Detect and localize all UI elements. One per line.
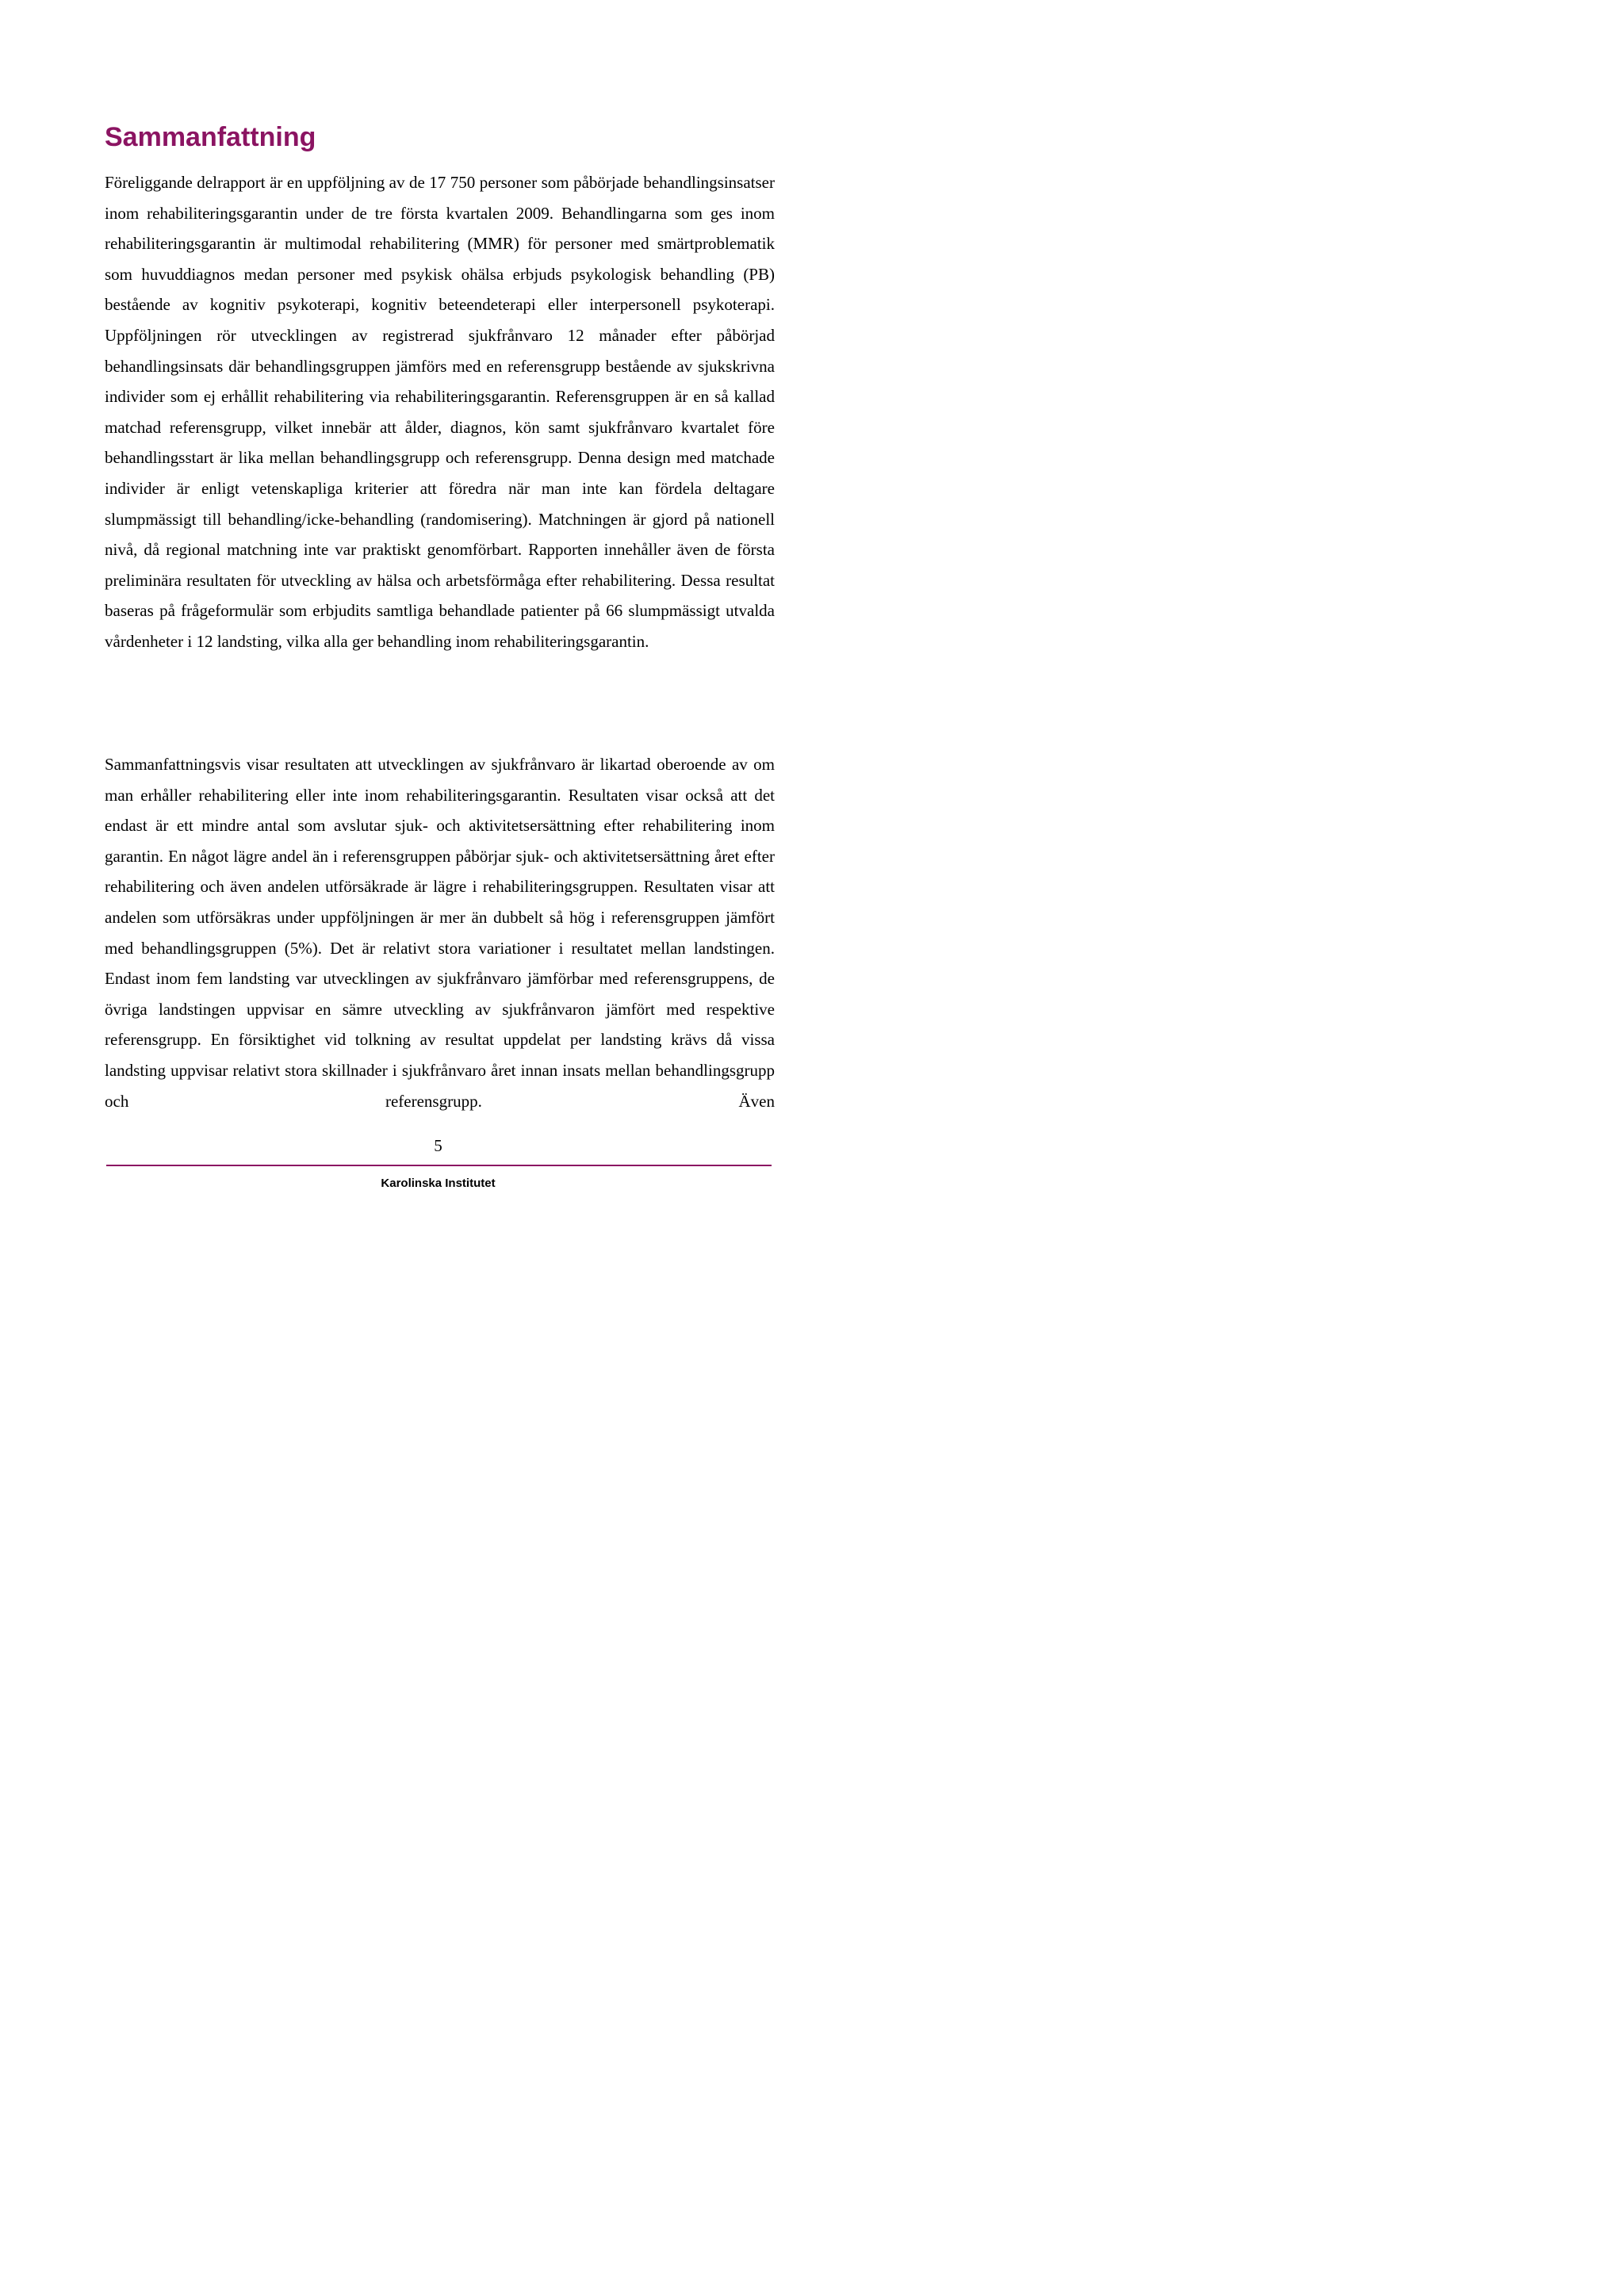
body-paragraph-2: Sammanfattningsvis visar resultaten att utvecklingen av sjukfrånvaro är likartad oberoende av om man erhåller rehabilitering eller inte inom rehabiliteringsgarantin. Resultaten visar också att det endast är ett mindre antal som avslutar sjuk- och aktivitetsersättning efter rehabilitering inom garantin. En något lägre andel än i referensgruppen påbörjar sjuk- och aktivitetsersättning året efter rehabilitering och även andelen utförsäkrade är lägre i rehabiliteringsgruppen. Resultaten visar att andelen som utförsäkras under uppföljningen är mer än dubbelt så hög i referensgruppen jämfört med behandlingsgruppen (5%). Det är relativt stora variationer i resultatet mellan landstingen. Endast inom fem landsting var utvecklingen av sjukfrånvaro jämförbar med referensgruppens, de övriga landstingen uppvisar en sämre utveckling av sjukfrånvaron jämfört med respektive referensgrupp. En försiktighet vid tolkning av resultat uppdelat per landsting krävs då vissa landsting uppvisar relativt stora skillnader i sjukfrånvaro året innan insats mellan behandlingsgrupp och referensgrupp. Även [105, 755, 775, 1111]
document-page [0, 0, 876, 1238]
page-number: 5 [434, 1136, 442, 1155]
footer-institution: Karolinska Institutet [381, 1177, 496, 1190]
body-paragraph-1: Föreliggande delrapport är en uppföljning av de 17 750 personer som påbörjade behandlingsinsatser inom rehabiliteringsgarantin under de tre första kvartalen 2009. Behandlingarna som ges inom rehabiliteringsgarantin är multimodal rehabilitering (MMR) för personer med smärtproblematik som huvuddiagnos medan personer med psykisk ohälsa erbjuds psykologisk behandling (PB) bestående av kognitiv psykoterapi, kognitiv beteendeterapi eller interpersonell psykoterapi. Uppföljningen rör utvecklingen av registrerad sjukfrånvaro 12 månader efter påbörjad behandlingsinsats där behandlingsgruppen jämförs med en referensgrupp bestående av sjukskrivna individer som ej erhållit rehabilitering via rehabiliteringsgarantin. Referensgruppen är en så kallad matchad referensgrupp, vilket innebär att ålder, diagnos, kön samt sjukfrånvaro kvartalet före behandlingsstart är lika mellan behandlingsgrupp och referensgrupp. Denna design med matchade individer är enligt vetenskapliga kriterier att föredra när man inte kan fördela deltagare slumpmässigt till behandling/icke-behandling (randomisering). Matchningen är gjord på nationell nivå, då regional matchning inte var praktiskt genomförbart. Rapporten innehåller även de första preliminära resultaten för utveckling av hälsa och arbetsförmåga efter rehabilitering. Dessa resultat baseras på frågeformulär som erbjudits samtliga behandlade patienter på 66 slumpmässigt utvalda vårdenheter i 12 landsting, vilka alla ger behandling inom rehabiliteringsgarantin. [105, 173, 775, 651]
section-heading: Sammanfattning [105, 122, 316, 152]
footer-divider [106, 1165, 772, 1166]
